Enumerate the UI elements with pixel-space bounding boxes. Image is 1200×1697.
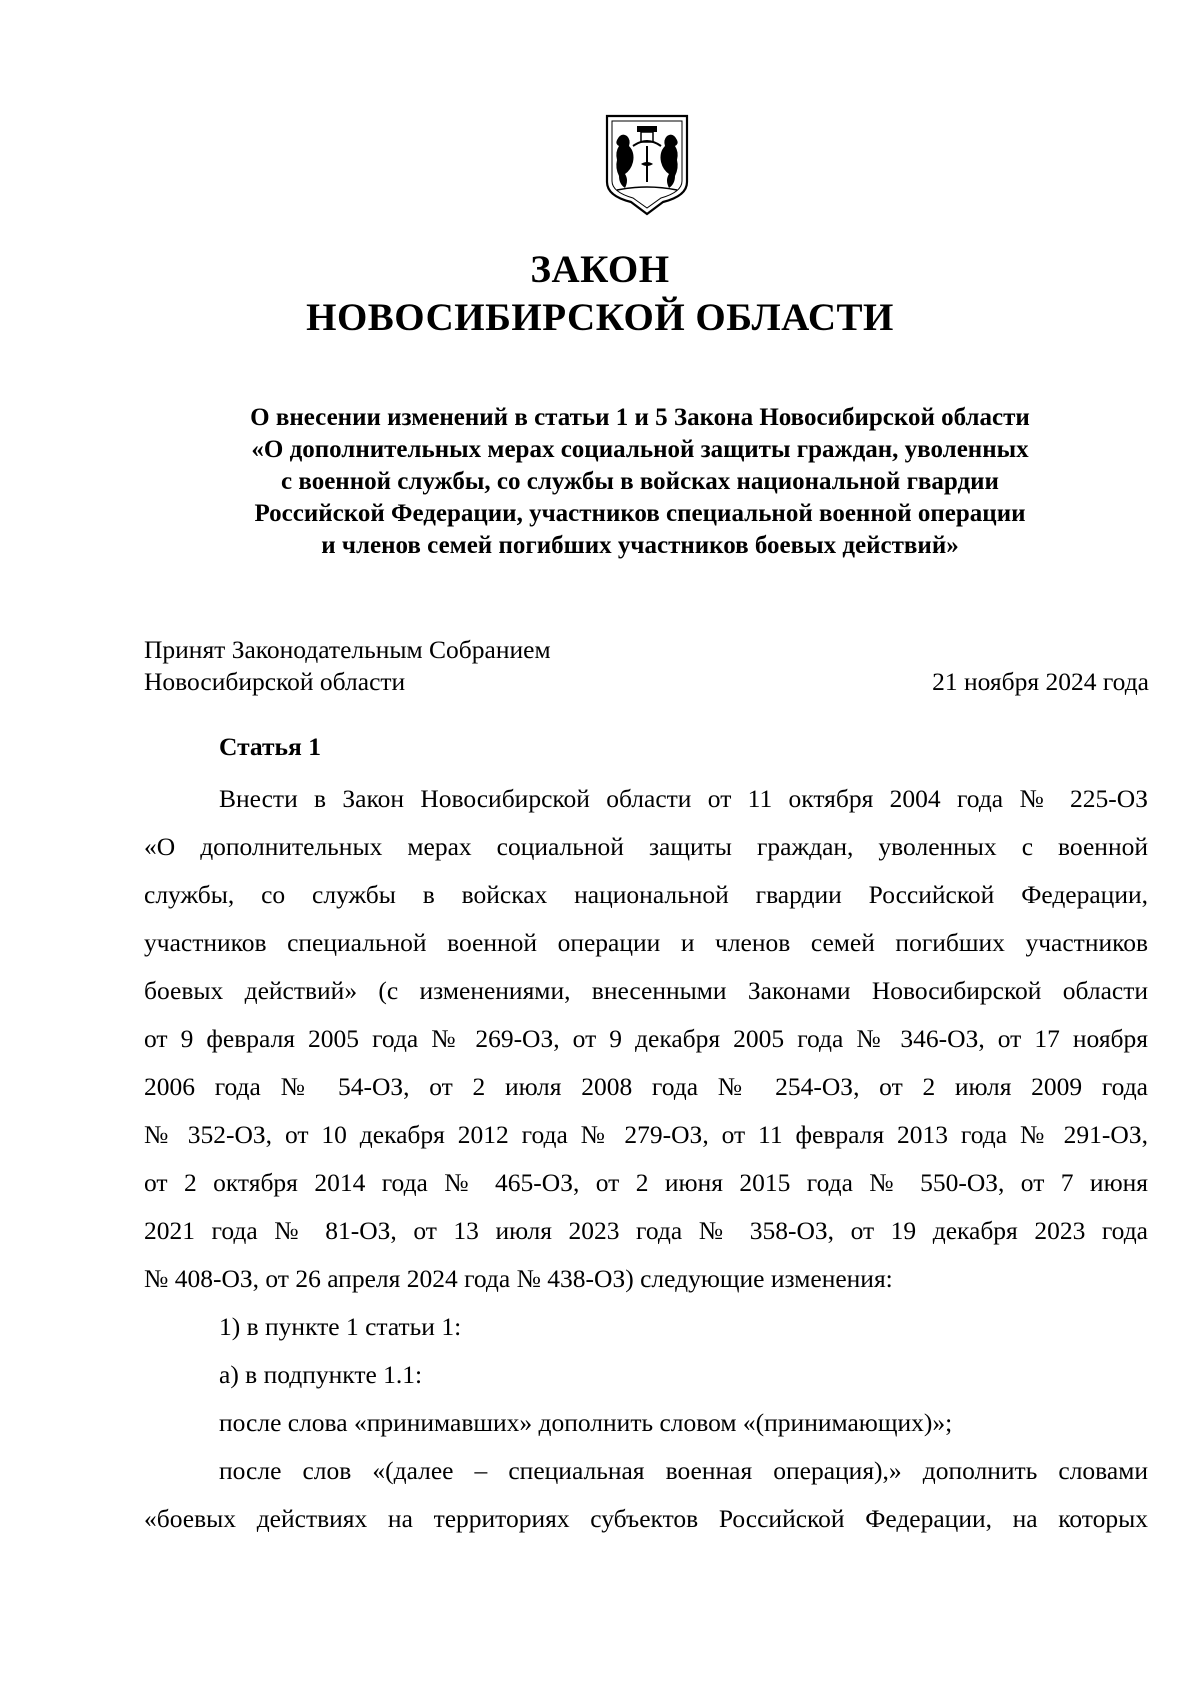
law-subject	[160, 402, 1120, 562]
article-line: от 9 февраля 2005 года № 269-ОЗ, от 9 декабря 2005 года № 346-ОЗ, от 17 ноября	[144, 1024, 1148, 1053]
article-line: «О дополнительных мерах социальной защиты граждан, уволенных с военной	[144, 832, 1148, 861]
article-line: участников специальной военной операции и членов семей погибших участников	[144, 928, 1148, 957]
article-line: № 352-ОЗ, от 10 декабря 2012 года № 279-ОЗ, от 11 февраля 2013 года № 291-ОЗ,	[144, 1120, 1148, 1149]
adoption-statement	[144, 634, 551, 698]
article-line: от 2 октября 2014 года № 465-ОЗ, от 2 июня 2015 года № 550-ОЗ, от 7 июня	[144, 1168, 1148, 1197]
subject-line: с военной службы, со службы в войсках национальной гвардии	[281, 468, 999, 495]
article-line: боевых действий» (с изменениями, внесенными Законами Новосибирской области	[144, 976, 1148, 1005]
article-line: после слов «(далее – специальная военная операция),» дополнить словами	[219, 1456, 1148, 1485]
subject-line: «О дополнительных мерах социальной защиты граждан, уволенных	[251, 436, 1029, 463]
law-title: ЗАКОН	[530, 248, 670, 291]
article-line: № 408-ОЗ, от 26 апреля 2024 года № 438-ОЗ) следующие изменения:	[144, 1264, 893, 1293]
article-line: а) в подпункте 1.1:	[219, 1360, 423, 1389]
article-heading: Статья 1	[219, 732, 321, 761]
subject-line: Российской Федерации, участников специальной военной операции	[254, 500, 1026, 527]
adoption-line: Принят Законодательным Собранием	[144, 635, 551, 664]
article-line: после слова «принимавших» дополнить словом «(принимающих)»;	[219, 1408, 953, 1437]
subject-line: и членов семей погибших участников боевых действий»	[321, 532, 959, 559]
subject-line: О внесении изменений в статьи 1 и 5 Закона Новосибирской области	[250, 404, 1030, 431]
adoption-date: 21 ноября 2024 года	[932, 667, 1149, 696]
adoption-line: Новосибирской области	[144, 667, 406, 696]
article-line: 1) в пункте 1 статьи 1:	[219, 1312, 462, 1341]
novosibirsk-coat-of-arms-icon	[603, 112, 691, 216]
article-line: службы, со службы в войсках национальной гвардии Российской Федерации,	[144, 880, 1148, 909]
law-region-title: НОВОСИБИРСКОЙ ОБЛАСТИ	[306, 296, 894, 339]
article-line: «боевых действиях на территориях субъектов Российской Федерации, на которых	[144, 1504, 1148, 1533]
article-line: 2006 года № 54-ОЗ, от 2 июля 2008 года № 254-ОЗ, от 2 июля 2009 года	[144, 1072, 1148, 1101]
article-line: 2021 года № 81-ОЗ, от 13 июля 2023 года № 358-ОЗ, от 19 декабря 2023 года	[144, 1216, 1148, 1245]
article-line: Внести в Закон Новосибирской области от 11 октября 2004 года № 225-ОЗ	[219, 784, 1148, 813]
